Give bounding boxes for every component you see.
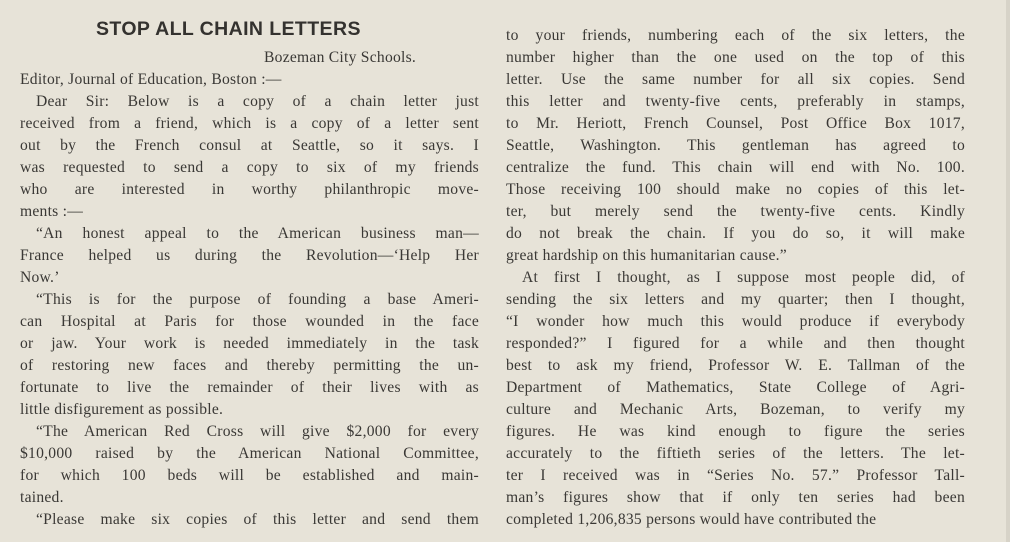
body-line: At first I thought, as I suppose most people did, of	[522, 269, 965, 286]
body-line: for which 100 beds will be established and main-	[20, 467, 479, 484]
body-line: man’s figures show that if only ten series had been	[506, 489, 965, 506]
body-line: do not break the chain. If you do so, it will make	[506, 225, 965, 242]
body-line: who are interested in worthy philanthropic move-	[20, 181, 479, 198]
body-line: Those receiving 100 should make no copies of this let-	[506, 181, 965, 198]
body-line: best to ask my friend, Professor W. E. Tallman of the	[506, 357, 965, 374]
body-line: to Mr. Heriott, French Counsel, Post Office Box 1017,	[506, 115, 965, 132]
body-line: completed 1,206,835 persons would have contributed the	[506, 511, 877, 528]
body-line: ments :—	[20, 203, 84, 220]
body-line: can Hospital at Paris for those wounded in the face	[20, 313, 479, 330]
body-line: centralize the fund. This chain will end with No. 100.	[506, 159, 965, 176]
body-line: received from a friend, which is a copy of a letter sent	[20, 115, 479, 132]
body-line: ter, but merely send the twenty-five cents. Kindly	[506, 203, 965, 220]
body-line: sending the six letters and my quarter; then I thought,	[506, 291, 965, 308]
body-line: this letter and twenty-five cents, preferably in stamps,	[506, 93, 965, 110]
body-line: letter. Use the same number for all six copies. Send	[506, 71, 965, 88]
body-line: Dear Sir: Below is a copy of a chain letter just	[36, 93, 479, 110]
body-line: “An honest appeal to the American business man—	[36, 225, 479, 242]
body-line: tained.	[20, 489, 64, 506]
body-line: culture and Mechanic Arts, Bozeman, to verify my	[506, 401, 965, 418]
body-line: great hardship on this humanitarian cause.”	[506, 247, 787, 264]
body-line: of restoring new faces and thereby permitting the un-	[20, 357, 479, 374]
letter-sender: Bozeman City Schools.	[264, 49, 417, 66]
body-line: Seattle, Washington. This gentleman has agreed to	[506, 137, 965, 154]
body-line: little disfigurement as possible.	[20, 401, 224, 418]
body-line: fortunate to live the remainder of their lives with as	[20, 379, 479, 396]
body-line: Department of Mathematics, State College of Agri-	[506, 379, 965, 396]
page-edge	[1006, 0, 1010, 542]
body-line: was requested to send a copy to six of my friends	[20, 159, 479, 176]
body-line: “I wonder how much this would produce if everybody	[506, 313, 965, 330]
body-line: France helped us during the Revolution—‘Help Her	[20, 247, 479, 264]
body-line: or jaw. Your work is needed immediately in the task	[20, 335, 479, 352]
letter-addressee: Editor, Journal of Education, Boston :—	[20, 71, 282, 88]
body-line: “Please make six copies of this letter and send them	[36, 511, 479, 528]
body-line: to your friends, numbering each of the six letters, the	[506, 27, 965, 44]
body-line: ter I received was in “Series No. 57.” Professor Tall-	[506, 467, 965, 484]
body-line: number higher than the one used on the top of this	[506, 49, 965, 66]
body-line: “The American Red Cross will give $2,000 for every	[36, 423, 479, 440]
body-line: “This is for the purpose of founding a base Ameri-	[36, 291, 479, 308]
body-line: responded?” I figured for a while and then thought	[506, 335, 965, 352]
body-line: $10,000 raised by the American National Committee,	[20, 445, 479, 462]
article-title: STOP ALL CHAIN LETTERS	[96, 18, 361, 40]
body-line: figures. He was kind enough to figure the series	[506, 423, 965, 440]
body-line: accurately to the fiftieth series of the letters. The let-	[506, 445, 965, 462]
body-line: Now.’	[20, 269, 60, 286]
body-line: out by the French consul at Seattle, so it says. I	[20, 137, 479, 154]
